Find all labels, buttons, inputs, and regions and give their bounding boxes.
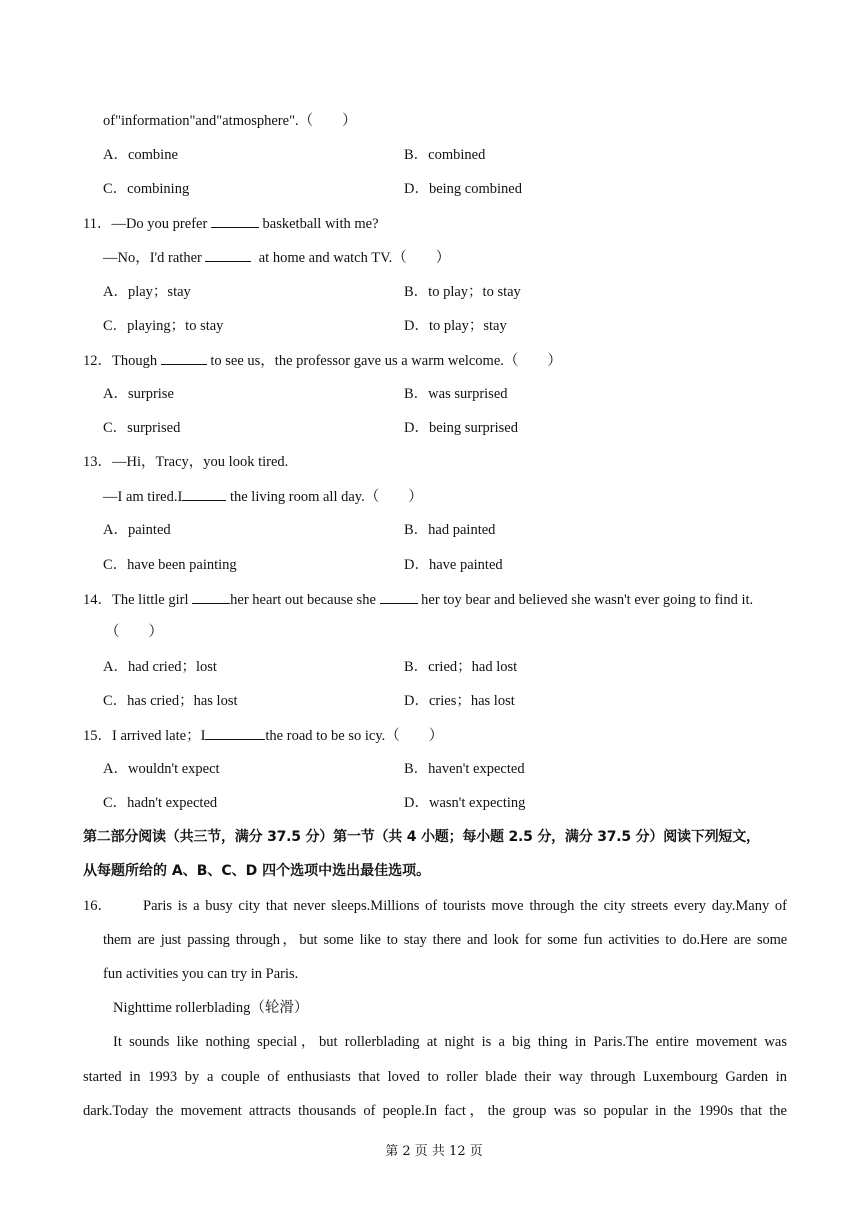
q11-option-c: C．playing；to stay — [103, 318, 224, 334]
q12-blank — [161, 351, 207, 365]
q12-option-d: D．being surprised — [404, 420, 518, 436]
section-heading-line1: 第二部分阅读（共三节，满分 37.5 分）第一节（共 4 小题；每小题 2.5 分，满分 37.5 分）阅读下列短文， — [83, 829, 760, 845]
q16-p1-line1: Paris is a busy city that never sleeps.Millions of tourists move through the city streets every day.Many of — [143, 898, 787, 914]
q15-blank — [205, 726, 265, 740]
q13-line2-pre: —I am tired.I — [103, 489, 183, 505]
q11-blank-1 — [211, 214, 259, 228]
q11-stem-line2 — [103, 248, 450, 267]
q14-post: her toy bear and believed she wasn't ever going to find it. — [421, 592, 754, 608]
q12-option-a: A．surprise — [103, 386, 174, 402]
q13-option-b: B．had painted — [404, 522, 496, 538]
q14-option-c: C．has cried；has lost — [103, 693, 238, 709]
q15-option-a: A．wouldn't expect — [103, 761, 220, 777]
q13-option-a: A．painted — [103, 522, 171, 538]
q14-answer-paren: （ ） — [105, 624, 163, 640]
q11-option-b: B．to play；to stay — [404, 284, 521, 300]
q11-line1-pre: 11．—Do you prefer — [83, 216, 208, 232]
q12-stem — [83, 351, 562, 370]
q13-option-c: C．have been painting — [103, 557, 237, 573]
q15-stem — [83, 726, 443, 745]
q16-number: 16． — [83, 898, 112, 914]
q16-subheading: Nighttime rollerblading（轮滑） — [113, 1000, 309, 1016]
q15-option-d: D．wasn't expecting — [404, 795, 526, 811]
q15-option-c: C．hadn't expected — [103, 795, 218, 811]
q14-blank-2 — [380, 590, 418, 604]
q11-stem-line1 — [83, 214, 379, 233]
q11-line2-post: at home and watch TV.（ ） — [258, 250, 451, 266]
q11-option-a: A．play；stay — [103, 284, 191, 300]
q14-option-b: B．cried；had lost — [404, 659, 518, 675]
q13-option-d: D．have painted — [404, 557, 503, 573]
q10-option-d: D．being combined — [404, 181, 522, 197]
q13-line2-post: the living room all day.（ ） — [229, 489, 423, 505]
q16-p1-line2: them are just passing through，but some like to stay there and look for some fun activities to do.Here are some — [103, 932, 787, 948]
q13-blank — [182, 487, 226, 501]
q11-line2-pre: —No，I'd rather — [103, 250, 202, 266]
q11-blank-2 — [205, 248, 251, 262]
q14-mid: her heart out because she — [230, 592, 376, 608]
q11-option-d: D．to play；stay — [404, 318, 507, 334]
q15-option-b: B．haven't expected — [404, 761, 525, 777]
q15-post: the road to be so icy.（ ） — [265, 728, 444, 744]
page-footer: 第 2 页 共 12 页 — [385, 1144, 483, 1159]
q11-line1-post: basketball with me? — [262, 216, 379, 232]
q15-pre: 15．I arrived late；I — [83, 728, 206, 744]
q16-p2-line3: dark.Today the movement attracts thousands of people.In fact，the group was so popular in the 1990s that the — [83, 1103, 787, 1119]
q16-p2-line1: It sounds like nothing special，but rollerblading at night is a big thing in Paris.The entire movement was — [113, 1034, 787, 1050]
q14-option-a: A．had cried；lost — [103, 659, 217, 675]
q10-option-a: A．combine — [103, 147, 178, 163]
q14-pre: 14．The little girl — [83, 592, 189, 608]
q10-option-c: C．combining — [103, 181, 190, 197]
q13-stem-line1: 13．—Hi，Tracy，you look tired. — [83, 454, 289, 470]
section-heading-line2: 从每题所给的 A、B、C、D 四个选项中选出最佳选项。 — [83, 863, 431, 879]
q10-option-b: B．combined — [404, 147, 486, 163]
q16-p1-line3: fun activities you can try in Paris. — [103, 966, 299, 982]
q16-p2-line2: started in 1993 by a couple of enthusiasts that loved to roller blade their way through Luxembourg Garden in — [83, 1069, 787, 1085]
q12-post: to see us，the professor gave us a warm welcome.（ ） — [210, 353, 562, 369]
q14-option-d: D．cries；has lost — [404, 693, 515, 709]
q12-pre: 12．Though — [83, 353, 158, 369]
q10-stem-tail: of"information"and"atmosphere".（ ） — [103, 113, 357, 129]
q13-stem-line2 — [103, 487, 423, 506]
q12-option-c: C．surprised — [103, 420, 181, 436]
q14-stem — [83, 590, 753, 609]
q14-blank-1 — [192, 590, 230, 604]
q12-option-b: B．was surprised — [404, 386, 508, 402]
